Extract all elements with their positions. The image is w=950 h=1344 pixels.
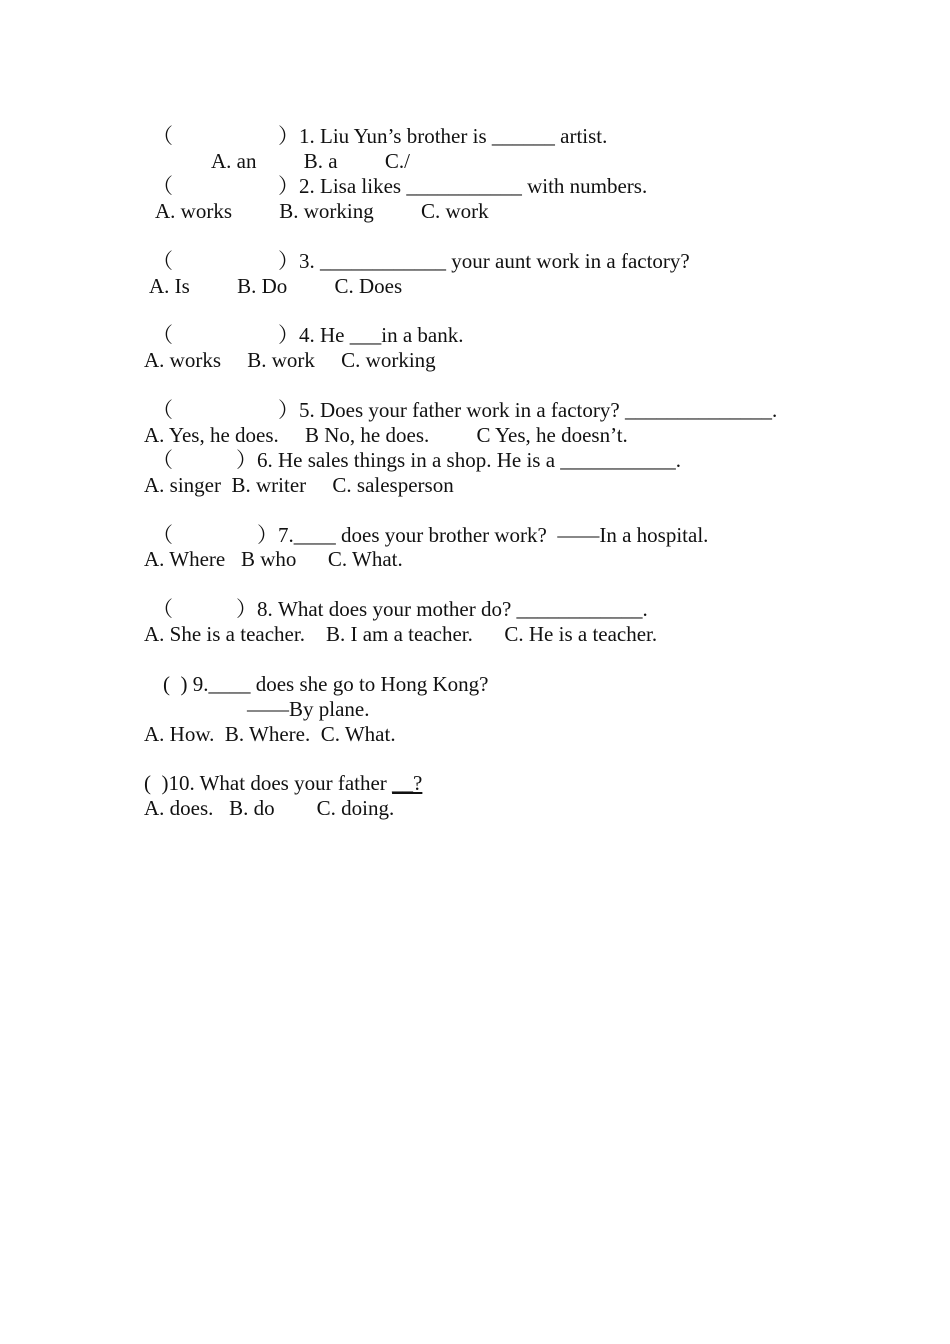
question-3-stem: （ ）3. ____________ your aunt work in a factory? xyxy=(152,249,690,273)
question-10-stem-text: ( )10. What does your father xyxy=(144,771,393,795)
question-5-options: A. Yes, he does. B No, he does. C Yes, he doesn’t. xyxy=(144,423,628,447)
question-8-stem: （ ）8. What does your mother do? ____________. xyxy=(152,597,648,621)
question-7-options: A. Where B who C. What. xyxy=(144,547,403,571)
question-1-stem: （ ）1. Liu Yun’s brother is ______ artist. xyxy=(152,124,608,148)
question-2-options: A. works B. working C. work xyxy=(155,199,489,223)
question-2-stem: （ ）2. Lisa likes ___________ with numbers. xyxy=(152,174,648,198)
question-10-stem xyxy=(144,771,422,796)
question-10-blank: __? xyxy=(392,771,423,795)
question-1-options: A. an B. a C./ xyxy=(211,149,410,173)
question-9-options: A. How. B. Where. C. What. xyxy=(144,722,396,746)
question-4-options: A. works B. work C. working xyxy=(144,348,436,372)
question-10-options: A. does. B. do C. doing. xyxy=(144,796,395,820)
question-9-stem: ( ) 9.____ does she go to Hong Kong? xyxy=(163,672,489,696)
question-4-stem: （ ）4. He ___in a bank. xyxy=(152,323,464,347)
question-6-stem: （ ）6. He sales things in a shop. He is a ___________. xyxy=(152,448,682,472)
question-9-reply: ——By plane. xyxy=(247,697,370,721)
question-6-options: A. singer B. writer C. salesperson xyxy=(144,473,454,497)
question-3-options: A. Is B. Do C. Does xyxy=(149,274,403,298)
question-7-stem: （ ）7.____ does your brother work? ——In a hospital. xyxy=(152,523,709,547)
question-5-stem: （ ）5. Does your father work in a factory? ______________. xyxy=(152,398,778,422)
question-8-options: A. She is a teacher. B. I am a teacher. C. He is a teacher. xyxy=(144,622,658,646)
